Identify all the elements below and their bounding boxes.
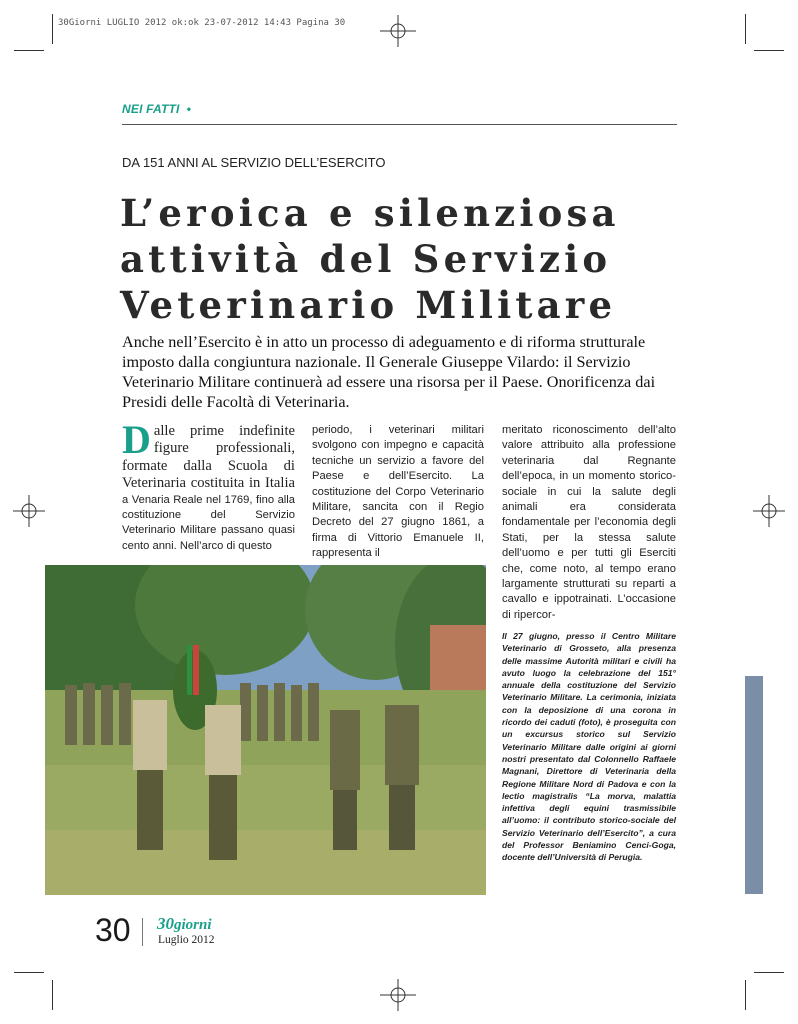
kicker: DA 151 ANNI AL SERVIZIO DELL’ESERCITO — [122, 155, 386, 170]
photo-caption: Il 27 giugno, presso il Centro Militare Veterinario di Grosseto, alla presenza delle massime Autorità militari e civili ha avuto luogo la celebrazione del 151° annuale della costituzione del Servizio Veterinario Militare. La cerimonia, iniziata con la deposizione di una corona in ricordo dei caduti (foto), è proseguita con un excursus storico sul Servizio Veterinario Militare dalle origini ai giorni nostri presentato dal Colonnello Raffaele Magnani, Direttore di Veterinaria della Regione Militare Nord di Padova e con la lectio magistralis “La morva, malattia infettiva degli equini trasmissibile all’uomo: il contributo storico-sociale del Servizio Veterinario dell’Esercito”, a cura del Professor Beniamino Cenci-Goga, docente dell’Università di Perugia. — [502, 631, 676, 863]
adjacent-image-edge — [745, 676, 763, 894]
crop-mark — [14, 972, 44, 973]
crop-mark — [745, 14, 746, 44]
title-line: attività del Servizio — [120, 237, 612, 281]
registration-mark-left — [12, 494, 46, 528]
registration-mark-top — [378, 14, 418, 48]
title-line: L’eroica e silenziosa — [120, 191, 620, 235]
footer-separator — [142, 918, 143, 946]
crop-mark — [52, 14, 53, 44]
print-slug: 30Giorni LUGLIO 2012 ok:ok 23-07-2012 14:43 Pagina 30 — [58, 18, 346, 28]
page-number: 30 — [95, 912, 131, 948]
section-rule — [122, 124, 677, 125]
magazine-logo: 30giorni — [157, 914, 212, 933]
crop-mark — [14, 50, 44, 51]
crop-mark — [754, 972, 784, 973]
article-deck: Anche nell’Esercito è in atto un processo di adeguamento e di riforma strutturale imposto dalla congiuntura nazionale. Il Generale Giuseppe Vilardo: il Servizio Veterinario Militare continuerà ad essere una risorsa per il Paese. Onorificenza dai Presidi delle Facoltà di Veterinaria. — [122, 333, 656, 411]
issue-date: Luglio 2012 — [158, 934, 215, 946]
registration-mark-right — [752, 494, 786, 528]
registration-mark-bottom — [378, 978, 418, 1012]
lead-text: alle prime indefinite figure professionali, formate dalla Scuola di Veterinaria costituita in Italia — [122, 423, 295, 492]
section-label: NEI FATTI • — [122, 102, 192, 116]
drop-cap: D — [122, 417, 151, 462]
crop-mark — [745, 980, 746, 1010]
title-line: Veterinario Militare — [120, 283, 617, 327]
body-text: a Venaria Reale nel 1769, fino alla costituzione del Servizio Veterinario Militare passano quasi cento anni. Nell’arco di questo — [122, 493, 295, 552]
body-column-3: meritato riconoscimento dell’alto valore attribuito alla professione veterinaria dal Regnante dell’epoca, in un momento storico-sociale in cui la salute degli animali era considerata fondamentale per l’economia degli Stati, per la stessa salute dell’uomo e per tutti gli Eserciti che, come noto, al tempo erano largamente strutturati su reparti a cavallo e ippotrainati. L’occasione di ripercor- — [502, 424, 676, 621]
crop-mark — [52, 980, 53, 1010]
body-column-1 — [122, 417, 295, 554]
ceremony-photo — [45, 565, 486, 895]
body-column-2: periodo, i veterinari militari svolgono con impegno e capacità tecniche un servizio a favore del Paese e dell’Esercito. La costituzione del Corpo Veterinario Militare, sancita con il Regio Decreto del 27 giugno 1861, a firma di Vittorio Emanuele II, rappresenta il — [312, 424, 484, 560]
article-title — [120, 190, 680, 328]
crop-mark — [754, 50, 784, 51]
